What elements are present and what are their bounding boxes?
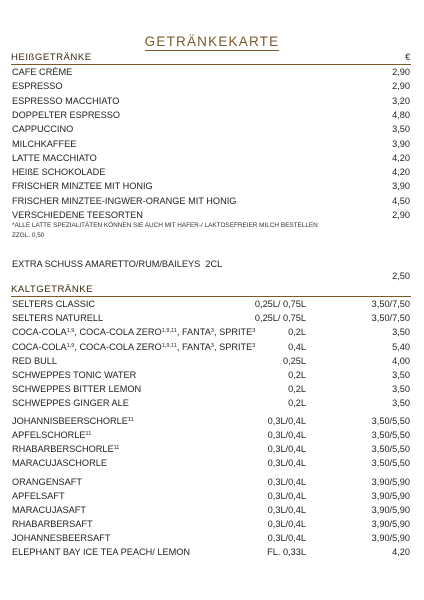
hot-drink-row [12, 66, 410, 79]
drink-price: 5,40 [392, 342, 410, 352]
hot-drink-row [12, 123, 410, 136]
cold-drink-row [12, 369, 410, 382]
hot-drink-row [12, 138, 410, 151]
drink-size: 0,2L [288, 327, 306, 337]
drink-name: CAPPUCCINO [12, 124, 74, 135]
drink-size: 0,3L/0,4L [267, 444, 306, 454]
drink-name: MILCHKAFFEE [12, 138, 77, 149]
drink-price: 3,90/5,90 [371, 491, 410, 501]
drink-price: 3,50/5,50 [371, 444, 410, 454]
drink-size: 0,3L/0,4L [267, 430, 306, 440]
drink-price: 3,50/5,50 [371, 430, 410, 440]
page-title: GETRÄNKEKARTE [144, 34, 280, 49]
cold-drink-row [12, 490, 410, 503]
section-cold-drinks-heading: KALTGETRÄNKE [11, 284, 411, 297]
drink-name: VERSCHIEDENE TEESORTEN [12, 210, 143, 220]
drink-size: 0,3L/0,4L [267, 491, 306, 501]
drink-price: 3,50 [392, 124, 410, 135]
drink-name: ORANGENSAFT [12, 477, 82, 487]
drink-name: MARACUJASAFT [12, 505, 87, 515]
drink-name: ELEPHANT BAY ICE TEA PEACH/ LEMON [12, 547, 191, 557]
drink-name: SCHWEPPES GINGER ALE [12, 398, 129, 408]
drink-name: RED BULL [12, 356, 57, 366]
drink-price: 3,90 [392, 138, 410, 149]
drink-name: MARACUJASCHORLE [12, 458, 107, 468]
drink-size: 0,3L/0,4L [267, 505, 306, 515]
drink-name: HEIßE SCHOKOLADE [12, 167, 106, 178]
drink-name: COCA-COLA$^{1,9}$, COCA-COLA ZERO$^{1,9,11}$, FANTA$^3$, SPRITE$^3$ [12, 327, 256, 337]
drink-price: 2,90 [392, 67, 410, 77]
drink-size: 0,3L/0,4L [267, 477, 306, 487]
drink-price: 3,50 [392, 398, 410, 408]
hot-drink-row [12, 80, 410, 93]
drink-price: 4,50 [392, 195, 410, 206]
drink-price: 3,90 [392, 181, 410, 192]
drink-size: 0,25L/ 0,75L [254, 299, 306, 309]
extra-shot-price: 2,50 [392, 271, 410, 281]
cold-drink-row [12, 341, 410, 354]
cold-drink-row [12, 415, 410, 428]
drink-name: SCHWEPPES BITTER LEMON [12, 384, 142, 394]
cold-drink-row [12, 546, 410, 559]
drink-price: 4,20 [392, 547, 410, 557]
currency-symbol: € [405, 52, 411, 63]
latte-note: *ALLE LATTE SPEZIALITÄTEN KÖNNEN SIE AUCH MIT HAFER-/ LAKTOSEFREIER MILCH BESTELLEN ZZGL. 0,50 [12, 222, 318, 239]
drink-size: 0,3L/0,4L [267, 416, 306, 426]
drink-name: ESPRESSO [12, 81, 63, 92]
drink-price: 3,90/5,90 [371, 519, 410, 529]
drink-size: 0,4L [288, 342, 306, 352]
drink-price: 2,90 [392, 210, 410, 220]
drink-name: SELTERS NATURELL [12, 313, 104, 323]
cold-drink-row [12, 355, 410, 368]
drink-name: SCHWEPPES TONIC WATER [12, 370, 137, 380]
drink-name: FRISCHER MINZTEE-INGWER-ORANGE MIT HONIG [12, 195, 237, 206]
drink-name: ESPRESSO MACCHIATO [12, 95, 120, 106]
drink-name: COCA-COLA$^{1,9}$, COCA-COLA ZERO$^{1,9,11}$, FANTA$^3$, SPRITE$^3$ [12, 342, 256, 352]
hot-drink-row [12, 152, 410, 165]
drink-price: 3,50/7,50 [371, 313, 410, 323]
hot-drink-row [12, 195, 410, 208]
drink-size: FL. 0,33L [267, 547, 306, 557]
drink-price: 3,50/5,50 [371, 416, 410, 426]
drink-price: 3,50 [392, 370, 410, 380]
drink-name: LATTE MACCHIATO [12, 152, 97, 163]
hot-drink-row [12, 180, 410, 193]
cold-drink-row [12, 383, 410, 396]
extra-shot-price-row [12, 270, 410, 283]
drink-name: APFELSAFT [12, 491, 65, 501]
extra-shot-size: 2CL [205, 259, 223, 269]
drink-name: DOPPELTER ESPRESSO [12, 109, 121, 120]
drink-price: 4,00 [392, 356, 410, 366]
extra-shot-name: EXTRA SCHUSS AMARETTO/RUM/BAILEYS [12, 259, 201, 269]
cold-drink-row [12, 326, 410, 339]
drink-name: JOHANNISBEERSCHORLE$^{11}$ [12, 416, 134, 426]
drink-size: 0,25L/ 0,75L [254, 313, 306, 323]
section-hot-drinks-heading: HEIßGETRÄNKE € [11, 52, 411, 63]
hot-drink-row [12, 95, 410, 108]
drink-price: 3,90/5,90 [371, 533, 410, 543]
drink-name: JOHANNESBEERSAFT [12, 533, 111, 543]
drink-name: RHABARBERSAFT [12, 519, 93, 529]
hot-drink-row [12, 166, 410, 179]
hot-drink-row [12, 109, 410, 122]
drink-name: APFELSCHORLE$^{11}$ [12, 430, 92, 440]
drink-price: 3,20 [392, 95, 410, 106]
cold-drink-row [12, 518, 410, 531]
drink-price: 4,20 [392, 167, 410, 178]
drink-size: 0,2L [288, 384, 306, 394]
drink-price: 3,90/5,90 [371, 477, 410, 487]
drink-price: 3,50/7,50 [371, 299, 410, 309]
drink-name: SELTERS CLASSIC [12, 299, 96, 309]
drink-size: 0,3L/0,4L [267, 533, 306, 543]
cold-drink-row [12, 532, 410, 545]
cold-drink-row [12, 443, 410, 456]
drink-price: 4,80 [392, 109, 410, 120]
drink-price: 3,50 [392, 327, 410, 337]
cold-drink-row [12, 504, 410, 517]
cold-drink-row [12, 457, 410, 470]
drink-size: 0,25L [283, 356, 306, 366]
drink-name: CAFE CRÈME [12, 67, 73, 77]
drink-price: 2,90 [392, 81, 410, 92]
drink-price: 3,90/5,90 [371, 505, 410, 515]
drink-name: FRISCHER MINZTEE MIT HONIG [12, 181, 153, 192]
drink-name: RHABARBERSCHORLE$^{11}$ [12, 444, 120, 454]
drink-size: 0,2L [288, 370, 306, 380]
drink-size: 0,3L/0,4L [267, 458, 306, 468]
cold-drink-row [12, 298, 410, 311]
cold-drink-row [12, 312, 410, 325]
drink-price: 4,20 [392, 152, 410, 163]
drink-size: 0,2L [288, 398, 306, 408]
cold-drink-row [12, 476, 410, 489]
drink-size: 0,3L/0,4L [267, 519, 306, 529]
drink-price: 3,50/5,50 [371, 458, 410, 468]
cold-drink-row [12, 397, 410, 410]
cold-drink-row [12, 429, 410, 442]
drink-price: 3,50 [392, 384, 410, 394]
